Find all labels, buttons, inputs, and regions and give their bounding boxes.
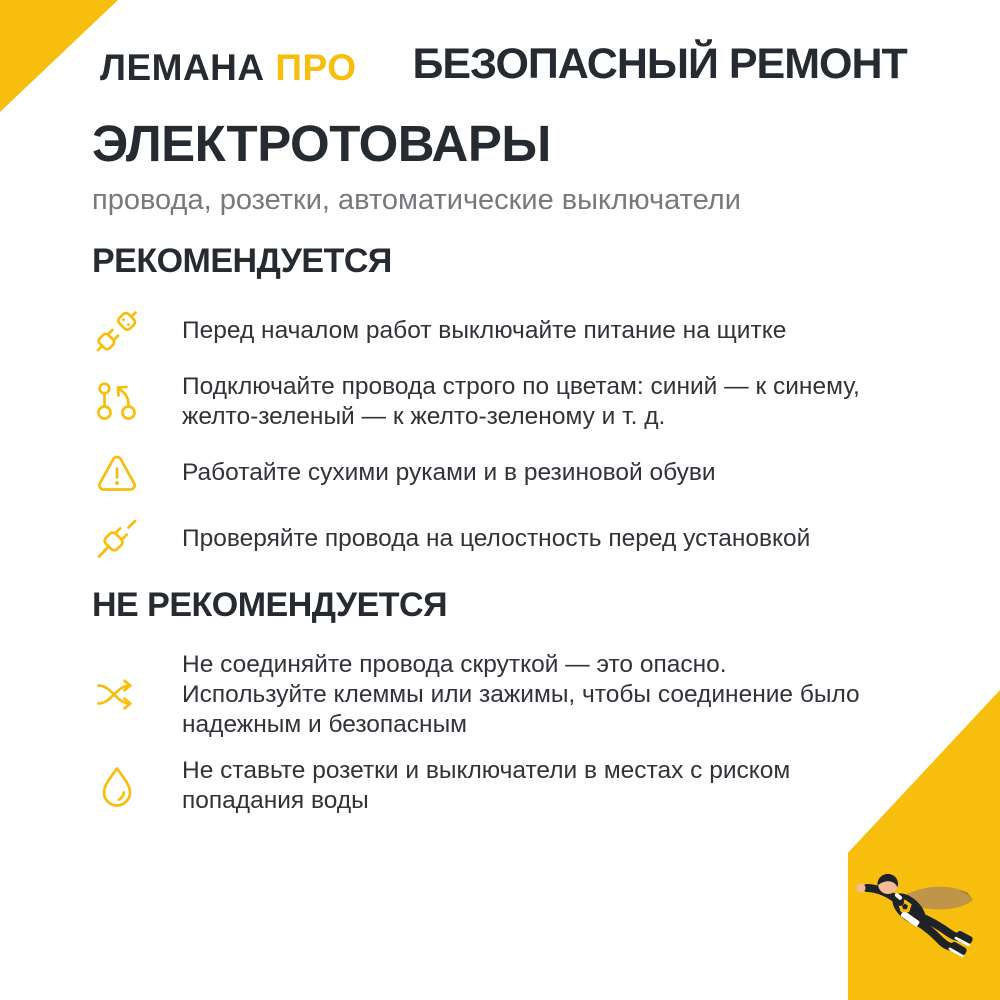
plug-icon — [92, 515, 142, 563]
header-title: БЕЗОПАСНЫЙ РЕМОНТ — [412, 40, 907, 88]
logo-text-accent: ПРО — [275, 47, 357, 88]
page-title: ЭЛЕКТРОТОВАРЫ — [92, 115, 551, 172]
logo-text-primary: ЛЕМАНА — [100, 47, 265, 88]
list-item-text: Проверяйте провода на целостность перед установкой — [182, 525, 811, 552]
recommended-section — [92, 241, 922, 564]
water-drop-icon — [92, 762, 142, 810]
page-subtitle: провода, розетки, автоматические выключатели — [92, 184, 741, 216]
main-content — [92, 115, 922, 832]
plug-connection-icon — [92, 307, 142, 355]
not-recommended-heading: НЕ РЕКОМЕНДУЕТСЯ — [92, 586, 448, 624]
list-item-text: Подключайте провода строго по цветам: синий — к синему, желто-зеленый — к желто-зеленому и т. д. — [182, 373, 860, 430]
wire-colors-icon — [92, 378, 142, 426]
list-item — [92, 448, 922, 498]
not-recommended-section — [92, 585, 922, 816]
flying-helper-mascot — [853, 873, 975, 961]
list-item-text: Перед началом работ выключайте питание на щитке — [182, 317, 787, 344]
list-item — [92, 650, 922, 740]
list-item — [92, 306, 922, 356]
list-item-text: Не соединяйте провода скруткой — это опасно. Используйте клеммы или зажимы, чтобы соединение было надежным и безопасным — [182, 651, 860, 738]
warning-triangle-icon — [92, 449, 142, 497]
list-item-text: Работайте сухими руками и в резиновой обуви — [182, 459, 716, 486]
list-item-text: Не ставьте розетки и выключатели в местах с риском попадания воды — [182, 757, 791, 814]
twisted-wires-icon — [92, 671, 142, 719]
list-item — [92, 514, 922, 564]
recommended-heading: РЕКОМЕНДУЕТСЯ — [92, 242, 392, 280]
header — [100, 40, 907, 88]
list-item — [92, 372, 922, 432]
lemana-pro-logo — [100, 49, 356, 86]
list-item — [92, 756, 922, 816]
